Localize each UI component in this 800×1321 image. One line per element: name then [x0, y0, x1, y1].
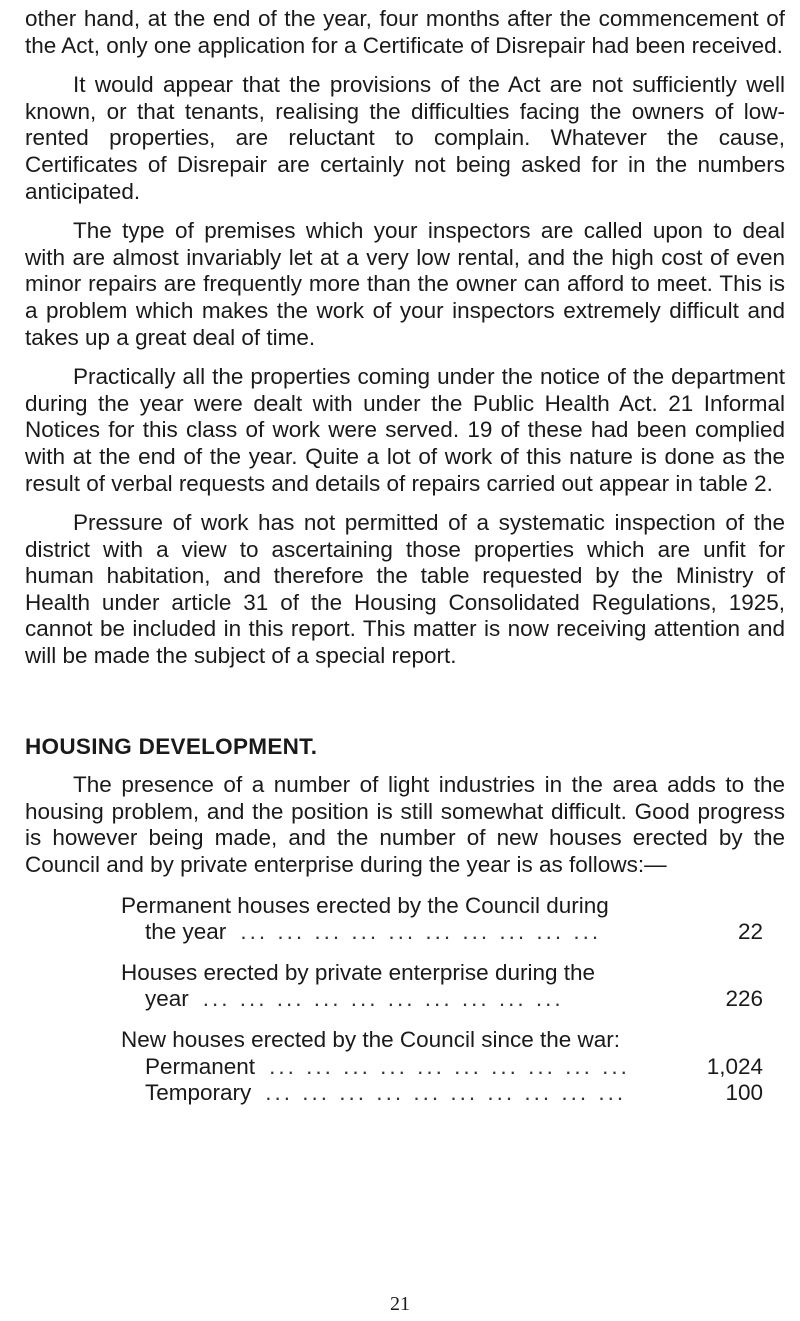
document-page: [25, 6, 785, 1107]
stat-sublabel: Temporary: [145, 1080, 252, 1106]
stat-label: New houses erected by the Council since the war:: [121, 1027, 621, 1052]
stat-label: Permanent houses erected by the Council during: [121, 892, 609, 918]
stat-label-continued: year: [145, 986, 189, 1012]
dot-leader: ... ... ... ... ... ... ... ... ... ...: [240, 919, 602, 945]
stat-value: 100: [725, 1080, 763, 1106]
dot-leader: ... ... ... ... ... ... ... ... ... ...: [269, 1053, 630, 1079]
paragraph-disrepair-applications: other hand, at the end of the year, four months after the commencement of the Act, only one application for a Certificate of Disrepair had been received.: [25, 6, 785, 58]
stat-label: Houses erected by private enterprise during the: [121, 959, 596, 985]
stat-subitem-permanent: [121, 1054, 763, 1081]
stat-value: 1,024: [706, 1053, 763, 1079]
paragraph-systematic-inspection: Pressure of work has not permitted of a systematic inspection of the district with a view to ascertaining those properties which are unfit for human habitation, and therefore the table requested by the Ministry of Health under article 31 of the Housing Consolidated Regulations, 1925, cannot be included in this report. This matter is now receiving attention and will be made the subject of a special report.: [25, 510, 785, 669]
paragraph-public-health-act: Practically all the properties coming under the notice of the department during the year were dealt with under the Public Health Act. 21 Informal Notices for this class of work were served. 19 of these had been complied with at the end of the year. Quite a lot of work of this nature is done as the result of verbal requests and details of repairs carried out appear in table 2.: [25, 364, 785, 496]
paragraph-housing-intro: The presence of a number of light industries in the area adds to the housing problem, and the position is still somewhat difficult. Good progress is however being made, and the number of new houses erected by the Council and by private enterprise during the year is as follows:—: [25, 772, 785, 878]
stat-subitem-temporary: [121, 1080, 763, 1107]
paragraph-provisions: It would appear that the provisions of the Act are not sufficiently well known, or that tenants, realising the difficulties facing the owners of low-rented properties, are reluctant to complain. Whatever the cause, Certificates of Disrepair are certainly not being asked for in the numbers anticipated.: [25, 72, 785, 204]
stat-postwar-houses: [121, 1027, 763, 1107]
stat-value: 22: [737, 919, 763, 945]
stat-private-houses: [121, 960, 763, 1013]
stat-value: 226: [725, 986, 763, 1012]
stat-council-houses: [121, 893, 763, 946]
section-heading-housing-development: HOUSING DEVELOPMENT.: [25, 733, 318, 759]
dot-leader: ... ... ... ... ... ... ... ... ... ...: [202, 986, 564, 1012]
dot-leader: ... ... ... ... ... ... ... ... ... ...: [265, 1080, 627, 1106]
stat-label-continued: the year: [145, 919, 227, 945]
paragraph-premises-type: The type of premises which your inspectors are called upon to deal with are almost invariably let at a very low rental, and the high cost of even minor repairs are frequently more than the owner can afford to meet. This is a problem which makes the work of your inspectors extremely difficult and takes up a great deal of time.: [25, 218, 785, 350]
page-number: 21: [390, 1293, 410, 1315]
stat-sublabel: Permanent: [145, 1053, 256, 1079]
housing-statistics: [121, 893, 763, 1107]
